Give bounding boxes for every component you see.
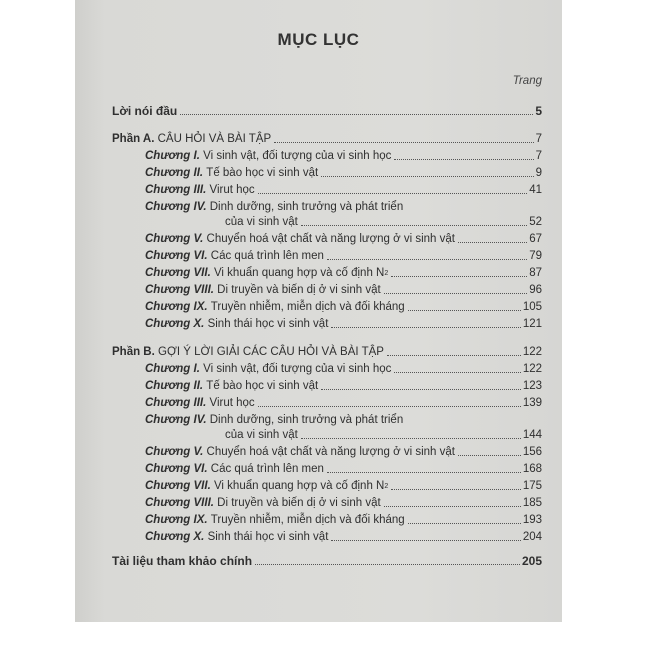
leader-dots	[327, 259, 527, 260]
leader-dots	[255, 564, 520, 565]
toc-entry-chapter[interactable]	[112, 230, 542, 247]
leader-dots	[274, 142, 533, 143]
chapter-label: Sinh thái học vi sinh vật	[207, 318, 329, 330]
leader-dots	[394, 159, 533, 160]
toc-entry-chapter[interactable]	[112, 394, 542, 411]
chapter-prefix: Chương VIII.	[145, 284, 214, 296]
chapter-prefix: Chương II.	[145, 167, 204, 179]
chapter-label: Truyền nhiễm, miễn dịch và đối kháng	[210, 301, 405, 313]
toc-entry-chapter[interactable]	[112, 460, 542, 477]
chapter-prefix: Chương VIII.	[145, 497, 214, 509]
part-label: CÂU HỎI VÀ BÀI TẬP	[157, 133, 272, 145]
page-column-label: Trang	[512, 75, 542, 87]
toc-entry-part[interactable]	[112, 343, 542, 360]
leader-dots	[384, 293, 528, 294]
leader-dots	[458, 242, 527, 243]
toc-page-number: 156	[522, 446, 542, 458]
toc-page-number: 52	[529, 216, 542, 228]
leader-dots	[387, 355, 521, 356]
toc-page-number: 139	[522, 397, 542, 409]
chapter-prefix: Chương III.	[145, 184, 207, 196]
page-title: MỤC LỤC	[277, 30, 360, 49]
chapter-prefix: Chương X.	[145, 531, 205, 543]
toc-entry-chapter[interactable]	[112, 298, 542, 315]
chapter-prefix: Chương V.	[145, 446, 204, 458]
leader-dots	[321, 176, 533, 177]
toc-entry-chapter[interactable]	[112, 411, 542, 428]
toc-entry-chapter[interactable]	[112, 198, 542, 215]
toc-page-number: 5	[535, 104, 542, 118]
chapter-label: Các quá trình lên men	[210, 463, 324, 475]
toc-label: Lời nói đầu	[112, 104, 178, 118]
toc-entry-chapter[interactable]	[112, 477, 542, 494]
leader-dots	[258, 406, 521, 407]
toc-page-number: 205	[521, 554, 542, 568]
chapter-prefix: Chương III.	[145, 397, 207, 409]
toc-page-number: 204	[522, 531, 542, 543]
toc-entry-chapter-continued[interactable]	[112, 215, 542, 230]
toc-entry-chapter[interactable]	[112, 147, 542, 164]
leader-dots	[458, 455, 521, 456]
leader-dots	[258, 193, 528, 194]
toc-page-number: 122	[522, 346, 542, 358]
toc-entry-chapter[interactable]	[112, 315, 542, 332]
chapter-label: Dinh dưỡng, sinh trưởng và phát triển	[209, 414, 404, 426]
chapter-prefix: Chương I.	[145, 363, 200, 375]
toc-entry-part[interactable]	[112, 130, 542, 147]
chapter-label: Truyền nhiễm, miễn dịch và đối kháng	[210, 514, 405, 526]
chapter-prefix: Chương IV.	[145, 414, 207, 426]
chapter-label: Các quá trình lên men	[210, 250, 324, 262]
toc-page-number: 144	[522, 429, 542, 441]
chapter-label: Vi khuẩn quang hợp và cố định N	[213, 480, 385, 492]
chapter-label: Dinh dưỡng, sinh trưởng và phát triển	[209, 201, 404, 213]
chapter-prefix: Chương IX.	[145, 514, 208, 526]
toc-page-number: 87	[529, 267, 542, 279]
toc-page-number: 67	[529, 233, 542, 245]
toc-page-number: 96	[529, 284, 542, 296]
toc-entry-chapter[interactable]	[112, 528, 542, 545]
chapter-label: Sinh thái học vi sinh vật	[207, 531, 329, 543]
table-of-contents	[112, 102, 542, 569]
chapter-prefix: Chương VI.	[145, 250, 208, 262]
toc-entry-chapter[interactable]	[112, 360, 542, 377]
chapter-prefix: Chương I.	[145, 150, 200, 162]
toc-entry-chapter[interactable]	[112, 281, 542, 298]
toc-page-number: 79	[529, 250, 542, 262]
toc-page-number: 9	[535, 167, 542, 179]
toc-page-number: 7	[535, 150, 542, 162]
part-label: GỢI Ý LỜI GIẢI CÁC CÂU HỎI VÀ BÀI TẬP	[158, 346, 384, 358]
toc-entry-chapter-continued[interactable]	[112, 428, 542, 443]
chapter-label-continued: của vi sinh vật	[225, 216, 298, 228]
toc-entry-chapter[interactable]	[112, 377, 542, 394]
chapter-label: Virut học	[209, 184, 255, 196]
toc-page-number: 122	[522, 363, 542, 375]
toc-entry-chapter[interactable]	[112, 494, 542, 511]
toc-page-number: 123	[522, 380, 542, 392]
leader-dots	[327, 472, 521, 473]
toc-entry-chapter[interactable]	[112, 511, 542, 528]
chapter-label: Virut học	[209, 397, 255, 409]
toc-page-number: 168	[522, 463, 542, 475]
leader-dots	[321, 389, 521, 390]
leader-dots	[408, 523, 521, 524]
leader-dots	[331, 327, 520, 328]
chapter-prefix: Chương X.	[145, 318, 205, 330]
leader-dots	[394, 372, 520, 373]
toc-page-number: 185	[522, 497, 542, 509]
toc-page-number: 121	[522, 318, 542, 330]
chapter-label: Vi sinh vật, đối tượng của vi sinh học	[203, 363, 392, 375]
part-prefix: Phần B.	[112, 346, 155, 358]
chapter-label: Vi sinh vật, đối tượng của vi sinh học	[203, 150, 392, 162]
chapter-prefix: Chương V.	[145, 233, 204, 245]
leader-dots	[301, 438, 521, 439]
toc-page-number: 175	[522, 480, 542, 492]
chapter-label: Chuyển hoá vật chất và năng lượng ở vi sinh vật	[206, 233, 455, 245]
chapter-prefix: Chương IV.	[145, 201, 207, 213]
toc-label: Tài liệu tham khảo chính	[112, 554, 253, 568]
toc-page-number: 193	[522, 514, 542, 526]
leader-dots	[180, 114, 533, 115]
subscript: 2	[384, 270, 389, 277]
chapter-label: Di truyền và biến dị ở vi sinh vật	[217, 284, 381, 296]
chapter-prefix: Chương II.	[145, 380, 204, 392]
subscript: 2	[384, 483, 389, 490]
toc-entry-chapter[interactable]	[112, 181, 542, 198]
chapter-label: Tế bào học vi sinh vật	[206, 380, 319, 392]
chapter-label: Di truyền và biến dị ở vi sinh vật	[217, 497, 381, 509]
toc-entry-chapter[interactable]	[112, 247, 542, 264]
part-prefix: Phần A.	[112, 133, 155, 145]
chapter-prefix: Chương VII.	[145, 480, 211, 492]
leader-dots	[391, 276, 527, 277]
chapter-label: Chuyển hoá vật chất và năng lượng ở vi sinh vật	[206, 446, 455, 458]
chapter-label: Tế bào học vi sinh vật	[206, 167, 319, 179]
leader-dots	[384, 506, 521, 507]
chapter-prefix: Chương VI.	[145, 463, 208, 475]
leader-dots	[408, 310, 521, 311]
toc-entry-preface[interactable]	[112, 102, 542, 119]
toc-entry-chapter[interactable]	[112, 264, 542, 281]
leader-dots	[301, 225, 527, 226]
book-page	[75, 0, 562, 622]
toc-page-number: 105	[522, 301, 542, 313]
toc-page-number: 7	[535, 133, 542, 145]
chapter-prefix: Chương VII.	[145, 267, 211, 279]
toc-entry-chapter[interactable]	[112, 443, 542, 460]
leader-dots	[331, 540, 520, 541]
chapter-label: Vi khuẩn quang hợp và cố định N	[213, 267, 385, 279]
toc-entry-references[interactable]	[112, 552, 542, 569]
chapter-prefix: Chương IX.	[145, 301, 208, 313]
toc-entry-chapter[interactable]	[112, 164, 542, 181]
chapter-label-continued: của vi sinh vật	[225, 429, 298, 441]
toc-page-number: 41	[529, 184, 542, 196]
leader-dots	[391, 489, 521, 490]
